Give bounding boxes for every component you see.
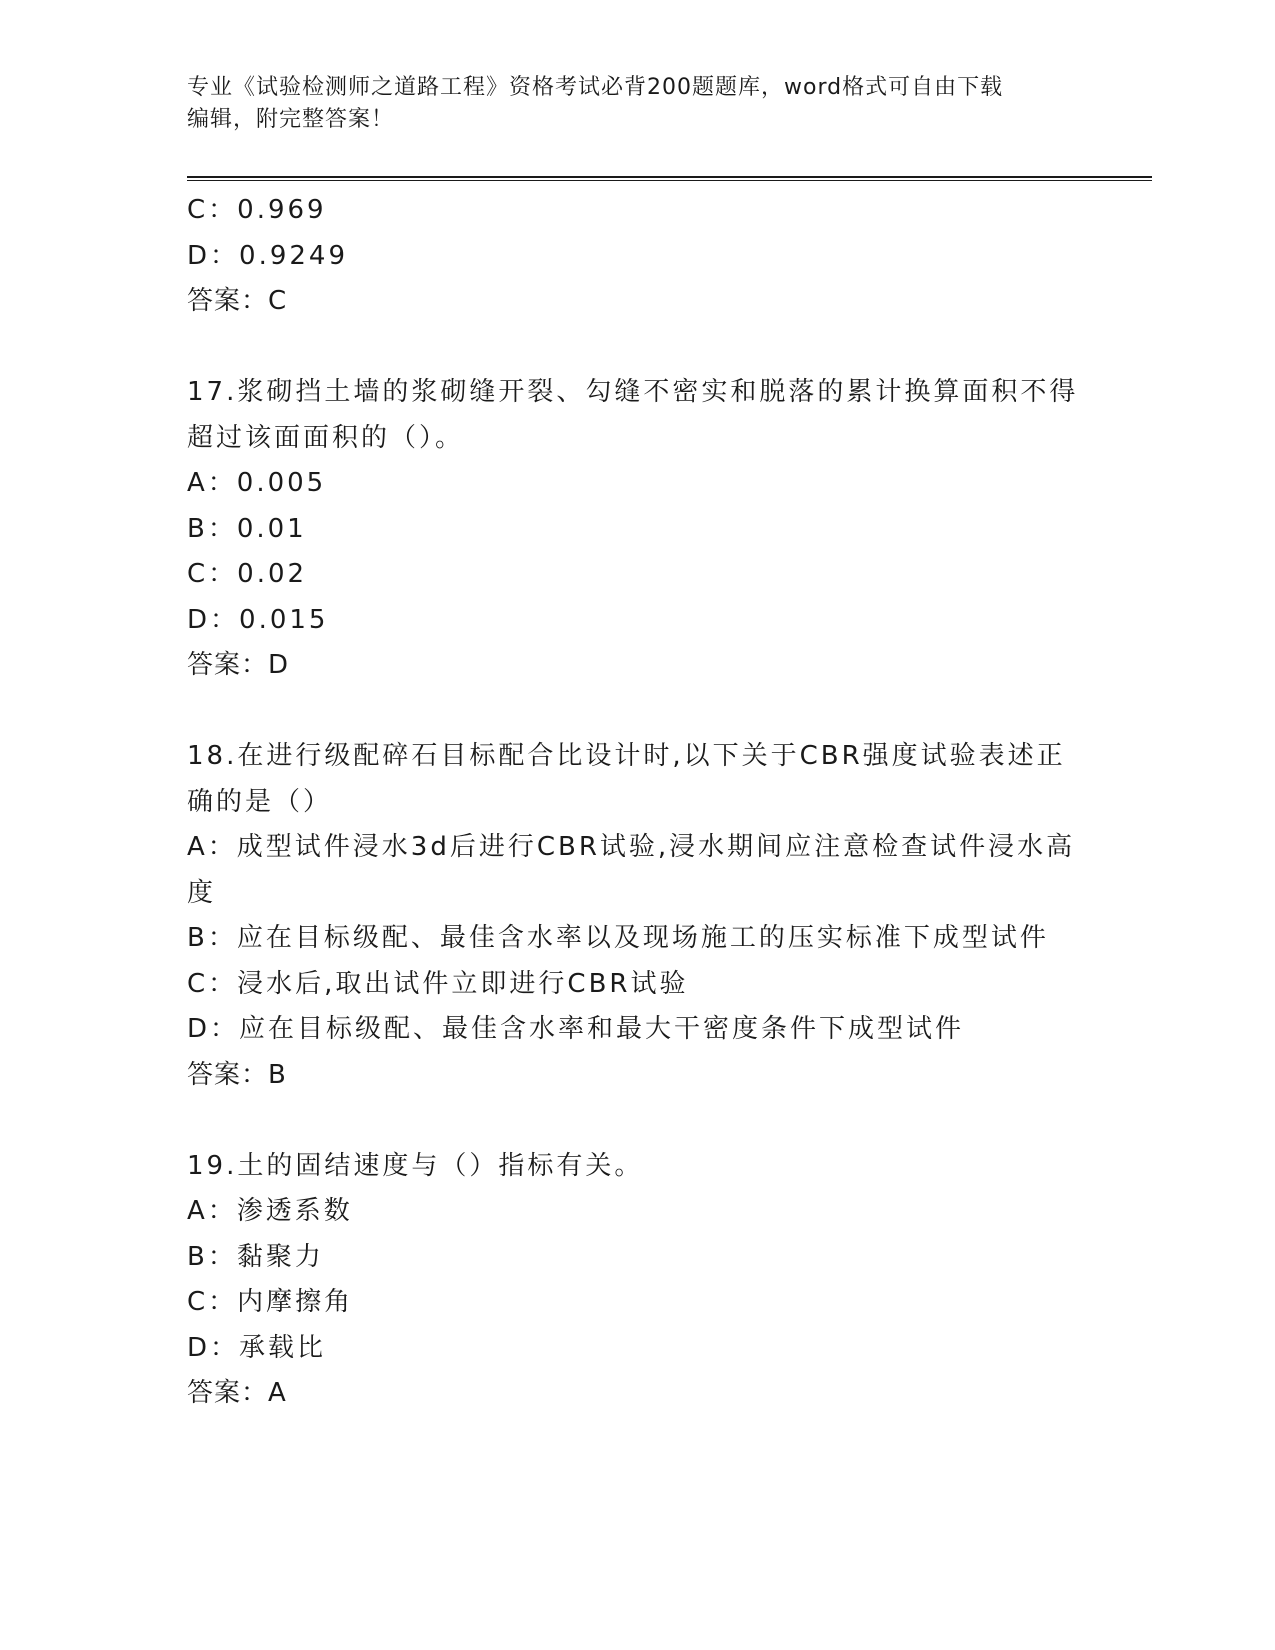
question-17	[187, 370, 1087, 689]
question-16-tail	[187, 188, 1087, 325]
document-header	[187, 72, 1067, 136]
answer: 答案：C	[187, 286, 288, 316]
question-stem: 19.土的固结速度与（）指标有关。	[187, 1150, 644, 1181]
option-d: D：0.015	[187, 604, 329, 635]
question-stem: 超过该面面积的（）。	[187, 422, 465, 453]
option-c: C：0.02	[187, 559, 308, 589]
option-b: B：黏聚力	[187, 1241, 324, 1272]
spacer	[187, 1098, 1087, 1144]
spacer	[187, 689, 1087, 735]
answer: 答案：D	[187, 650, 290, 680]
question-stem: 17.浆砌挡土墙的浆砌缝开裂、勾缝不密实和脱落的累计换算面积不得	[187, 377, 1079, 407]
option-b: B：0.01	[187, 513, 307, 544]
option-a: A：渗透系数	[187, 1196, 353, 1226]
question-19	[187, 1144, 1087, 1417]
answer: 答案：A	[187, 1378, 287, 1408]
option-b: B：应在目标级配、最佳含水率以及现场施工的压实标准下成型试件	[187, 923, 1049, 953]
question-18	[187, 734, 1087, 1098]
option-c: C：内摩擦角	[187, 1287, 354, 1317]
header-divider	[187, 176, 1152, 181]
option-d: D：应在目标级配、最佳含水率和最大干密度条件下成型试件	[187, 1014, 965, 1044]
document-body	[187, 188, 1087, 1417]
question-stem: 18.在进行级配碎石目标配合比设计时,以下关于CBR强度试验表述正	[187, 741, 1066, 771]
option-a: A：成型试件浸水3d后进行CBR试验,浸水期间应注意检查试件浸水高	[187, 832, 1076, 862]
option-d: D：0.9249	[187, 240, 348, 271]
option-d: D：承载比	[187, 1332, 327, 1363]
option-a-continued: 度	[187, 877, 217, 908]
header-line-2: 编辑，附完整答案！	[187, 107, 395, 132]
option-c: C：浸水后,取出试件立即进行CBR试验	[187, 968, 689, 999]
option-c: C：0.969	[187, 195, 327, 225]
question-stem: 确的是（）	[187, 786, 333, 817]
option-a: A：0.005	[187, 468, 327, 498]
answer: 答案：B	[187, 1059, 287, 1090]
header-line-1: 专业《试验检测师之道路工程》资格考试必背200题题库，word格式可自由下载	[187, 75, 1004, 100]
spacer	[187, 325, 1087, 371]
